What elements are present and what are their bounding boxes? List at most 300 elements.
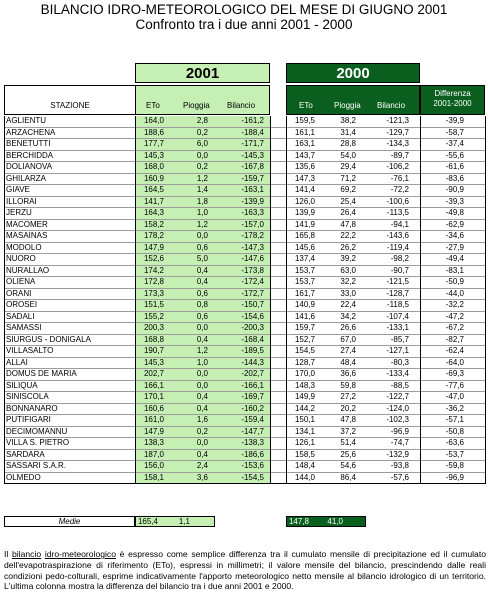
station-name-cell: PUTIFIGARI (6, 415, 51, 424)
table-row (4, 323, 485, 335)
station-name-cell: ORANI (6, 288, 32, 298)
group-2001-column-headers (135, 85, 270, 115)
bilancio-2000-cell: -132,9 (386, 449, 409, 459)
eto-2001-cell: 138,3 (143, 438, 164, 447)
eto-2000-cell: 145,6 (294, 242, 315, 252)
station-name-cell: DECIMOMANNU (6, 426, 68, 436)
medie-eto-2001: 165,4 (137, 517, 158, 526)
differenza-cell: -49,4 (445, 254, 464, 263)
bilancio-2001-cell: -166,1 (241, 380, 264, 390)
station-name-cell: ALLAI (6, 357, 28, 367)
bilancio-2001-cell: -178,2 (241, 231, 264, 240)
group-2000-column-headers (286, 85, 420, 115)
differenza-cell: -61,6 (445, 162, 464, 171)
bilancio-2000-cell: -57,6 (390, 472, 409, 482)
pioggia-2001-cell: 0,0 (196, 380, 208, 390)
differenza-cell: -90,9 (445, 185, 464, 194)
bilancio-2000-cell: -93,8 (390, 461, 409, 470)
pioggia-2001-cell: 2,4 (196, 461, 208, 470)
pioggia-2000-cell: 39,2 (340, 254, 356, 263)
eto-2001-cell: 187,0 (143, 449, 164, 459)
bilancio-2001-cell: -157,0 (241, 219, 264, 229)
eto-2000-cell: 144,2 (294, 403, 315, 413)
pioggia-2000-cell: 36,6 (340, 369, 356, 378)
differenza-cell: -53,7 (445, 449, 464, 459)
eto-2001-cell: 173,3 (143, 288, 164, 298)
differenza-cell: -49,8 (445, 208, 464, 217)
bilancio-2001-cell: -167,8 (241, 162, 264, 171)
table-row (4, 427, 485, 439)
bilancio-2000-cell: -113,5 (386, 208, 409, 217)
medie-pioggia-2001: 1,1 (178, 517, 190, 526)
station-name-cell: MODOLO (6, 242, 42, 252)
note-text-start: Il (4, 549, 12, 559)
eto-2000-header: ETo (299, 101, 313, 110)
pioggia-2000-cell: 31,4 (340, 127, 356, 137)
eto-2000-cell: 144,0 (294, 472, 315, 482)
bilancio-2000-cell: -121,5 (386, 277, 409, 286)
bilancio-2000-cell: -94,1 (390, 219, 409, 229)
differenza-header-line1: Differenza (434, 89, 471, 98)
eto-2001-cell: 155,2 (143, 311, 164, 321)
note-text-rest: è espresso come semplice differenza tra il cumulato mensile di precipitazione ed il cumulato dell'evapotraspirazione di riferimento (ETo), espressi in millimetri; il valore mensile del bilancio, prescindendo dalle reali condizioni pedo-colturali, esprime indicativamente l'apporto meteorologico netto mensile al bilancio idrologico di un territorio. L'ultima colonna mostra la differenza del bilancio tra i due anni 2001 e 2000. (4, 549, 486, 592)
pioggia-2000-cell: 26,4 (340, 208, 356, 217)
bilancio-2000-cell: -88,5 (390, 380, 409, 390)
differenza-cell: -69,3 (445, 369, 464, 378)
bilancio-2000-cell: -76,1 (390, 173, 409, 183)
eto-2000-cell: 143,7 (294, 150, 315, 160)
pioggia-2000-cell: 51,4 (340, 438, 356, 447)
bilancio-2001-cell: -169,7 (241, 392, 264, 401)
pioggia-2001-header: Pioggia (183, 101, 210, 110)
bilancio-2001-cell: -172,7 (241, 288, 264, 298)
differenza-cell: -63,6 (445, 438, 464, 447)
pioggia-2000-cell: 37,2 (340, 426, 356, 436)
eto-2001-cell: 174,2 (143, 265, 164, 275)
table-row (4, 266, 485, 278)
pioggia-2000-cell: 67,0 (340, 334, 356, 344)
pioggia-2000-cell: 25,4 (340, 196, 356, 206)
bilancio-2000-header: Bilancio (377, 101, 406, 110)
eto-2001-header: ETo (146, 101, 160, 110)
bilancio-2000-cell: -89,7 (390, 150, 409, 160)
differenza-cell: -57,1 (445, 415, 464, 424)
bilancio-2001-cell: -160,2 (241, 403, 264, 413)
eto-2000-cell: 141,9 (294, 219, 315, 229)
differenza-cell: -37,4 (445, 139, 464, 148)
pioggia-2001-cell: 1,8 (196, 196, 208, 206)
eto-2001-cell: 164,5 (143, 185, 164, 194)
pioggia-2000-cell: 25,6 (340, 449, 356, 459)
eto-2000-cell: 161,7 (294, 288, 315, 298)
eto-2000-cell: 161,1 (294, 127, 315, 137)
bilancio-2000-cell: -129,7 (386, 127, 409, 137)
table-row (4, 162, 485, 174)
station-name-cell: DOMUS DE MARIA (6, 369, 77, 378)
eto-2001-cell: 200,3 (143, 323, 164, 332)
table-row (4, 151, 485, 163)
column-rule (135, 116, 136, 484)
differenza-cell: -32,2 (445, 300, 464, 309)
bilancio-2001-cell: -163,1 (241, 185, 264, 194)
pioggia-2001-cell: 0,4 (196, 392, 208, 401)
station-name-cell: NURALLAO (6, 265, 50, 275)
pioggia-2001-cell: 0,2 (196, 127, 208, 137)
bilancio-2000-cell: -74,7 (390, 438, 409, 447)
station-name-cell: SAMASSI (6, 323, 42, 332)
eto-2000-cell: 126,0 (294, 196, 315, 206)
station-name-cell: VILLASALTO (6, 346, 54, 355)
differenza-cell: -96,9 (445, 472, 464, 482)
station-name-cell: ARZACHENA (6, 127, 56, 137)
table-row (4, 254, 485, 266)
eto-2000-cell: 163,1 (294, 139, 315, 148)
bilancio-2000-cell: -124,0 (386, 403, 409, 413)
table-row (4, 277, 485, 289)
column-rule (4, 116, 5, 484)
station-name-cell: SARDARA (6, 449, 45, 459)
table-row (4, 128, 485, 140)
table-row (4, 358, 485, 370)
bilancio-2001-cell: -154,6 (241, 311, 264, 321)
pioggia-2000-cell: 22,2 (340, 231, 356, 240)
table-row (4, 346, 485, 358)
eto-2000-cell: 153,7 (294, 265, 315, 275)
bilancio-2001-cell: -145,3 (241, 150, 264, 160)
bilancio-2001-cell: -186,6 (241, 449, 264, 459)
table-row (4, 231, 485, 243)
pioggia-2000-cell: 69,2 (340, 185, 356, 194)
differenza-cell: -59,8 (445, 461, 464, 470)
eto-2001-cell: 145,3 (143, 150, 164, 160)
eto-2001-cell: 161,0 (143, 415, 164, 424)
bilancio-2000-cell: -127,1 (386, 346, 409, 355)
eto-2000-cell: 150,1 (294, 415, 315, 424)
differenza-cell: -47,2 (445, 311, 464, 321)
page-subtitle: Confronto tra i due anni 2001 - 2000 (135, 17, 353, 32)
station-name-cell: GHILARZA (6, 173, 47, 183)
bilancio-2001-cell: -139,9 (241, 196, 264, 206)
pioggia-2001-cell: 1,2 (196, 173, 208, 183)
medie-pioggia-2000: 41,0 (327, 517, 343, 526)
pioggia-2001-cell: 0,2 (196, 426, 208, 436)
bilancio-2000-cell: -133,1 (386, 323, 409, 332)
differenza-cell: -64,0 (445, 357, 464, 367)
differenza-cell: -27,9 (445, 242, 464, 252)
eto-2000-cell: 154,5 (294, 346, 315, 355)
pioggia-2000-cell: 34,2 (340, 311, 356, 321)
bilancio-2001-cell: -159,7 (241, 173, 264, 183)
explanatory-note (4, 549, 486, 592)
differenza-cell: -83,6 (445, 173, 464, 183)
bilancio-2001-cell: -147,6 (241, 254, 264, 263)
bilancio-2001-cell: -172,4 (241, 277, 264, 286)
pioggia-2000-cell: 29,4 (340, 162, 356, 171)
pioggia-2001-cell: 0,8 (196, 300, 208, 309)
bilancio-2001-cell: -159,4 (241, 415, 264, 424)
bilancio-2001-cell: -147,3 (241, 242, 264, 252)
medie-label: Medie (4, 516, 135, 527)
eto-2001-cell: 178,2 (143, 231, 164, 240)
bilancio-2000-cell: -133,4 (386, 369, 409, 378)
pioggia-2001-cell: 0,6 (196, 288, 208, 298)
pioggia-2001-cell: 0,0 (196, 231, 208, 240)
station-name-cell: ILLORAI (6, 196, 37, 206)
pioggia-2001-cell: 0,4 (196, 277, 208, 286)
medie-eto-2000: 147,8 (288, 517, 309, 526)
pioggia-2000-cell: 28,8 (340, 139, 356, 148)
table-row (4, 461, 485, 473)
bilancio-2001-cell: -202,7 (241, 369, 264, 378)
page-title: BILANCIO IDRO-METEOROLOGICO DEL MESE DI GIUGNO 2001 (40, 2, 448, 17)
pioggia-2000-cell: 26,2 (340, 242, 356, 252)
bilancio-2001-cell: -138,3 (241, 438, 264, 447)
table-row (4, 473, 485, 485)
eto-2001-cell: 147,9 (143, 242, 164, 252)
bilancio-2001-header: Bilancio (227, 101, 256, 110)
bilancio-2000-cell: -121,3 (386, 116, 409, 125)
bilancio-2001-cell: -144,3 (241, 357, 264, 367)
table-row (4, 300, 485, 312)
table-row (4, 335, 485, 347)
bilancio-2000-cell: -96,9 (390, 426, 409, 436)
station-name-cell: SADALI (6, 311, 35, 321)
pioggia-2000-cell: 86,4 (340, 472, 356, 482)
eto-2000-cell: 134,1 (294, 426, 315, 436)
eto-2000-cell: 141,4 (294, 185, 315, 194)
pioggia-2000-cell: 48,4 (340, 357, 356, 367)
eto-2001-cell: 172,8 (143, 277, 164, 286)
eto-2001-cell: 177,7 (143, 139, 164, 148)
eto-2000-cell: 165,8 (294, 231, 315, 240)
eto-2001-cell: 164,0 (143, 116, 164, 125)
eto-2001-cell: 158,2 (143, 219, 164, 229)
bilancio-2001-cell: -163,3 (241, 208, 264, 217)
eto-2001-cell: 147,9 (143, 426, 164, 436)
pioggia-2001-cell: 2,8 (196, 116, 208, 125)
pioggia-2001-cell: 1,0 (196, 357, 208, 367)
eto-2000-cell: 147,3 (294, 173, 315, 183)
differenza-cell: -39,3 (445, 196, 464, 206)
pioggia-2001-cell: 0,4 (196, 449, 208, 459)
eto-2000-cell: 149,9 (294, 392, 315, 401)
stazione-header (4, 85, 135, 115)
station-name-cell: SIURGUS - DONIGALA (6, 334, 91, 344)
eto-2001-cell: 202,7 (143, 369, 164, 378)
station-name-cell: BERCHIDDA (6, 150, 54, 160)
station-name-cell: SASSARI S.A.R. (6, 461, 67, 470)
bilancio-2001-cell: -188,4 (241, 127, 264, 137)
table-row (4, 289, 485, 301)
station-name-cell: NUORO (6, 254, 36, 263)
eto-2000-cell: 128,7 (294, 357, 315, 367)
differenza-cell: -55,6 (445, 150, 464, 160)
note-link-bilancio[interactable]: bilancio (11, 549, 42, 559)
eto-2000-cell: 126,1 (294, 438, 315, 447)
pioggia-2001-cell: 0,6 (196, 311, 208, 321)
station-name-cell: JERZU (6, 208, 32, 217)
pioggia-2001-cell: 1,4 (196, 185, 208, 194)
eto-2001-cell: 168,0 (143, 162, 164, 171)
bilancio-2001-cell: -154,5 (241, 472, 264, 482)
eto-2001-cell: 158,1 (143, 472, 164, 482)
pioggia-2001-cell: 0,0 (196, 369, 208, 378)
pioggia-2000-cell: 32,2 (340, 277, 356, 286)
station-name-cell: MACOMER (6, 219, 48, 229)
eto-2000-cell: 170,0 (294, 369, 315, 378)
pioggia-2000-cell: 63,0 (340, 265, 356, 275)
bilancio-2000-cell: -85,7 (390, 334, 409, 344)
bilancio-2001-cell: -189,5 (241, 346, 264, 355)
bilancio-2000-cell: -102,3 (386, 415, 409, 424)
bilancio-2001-cell: -150,7 (241, 300, 264, 309)
station-name-cell: MASAINAS (6, 231, 48, 240)
table-row (4, 197, 485, 209)
pioggia-2000-cell: 33,0 (340, 288, 356, 298)
station-name-cell: DOLIANOVA (6, 162, 53, 171)
bilancio-2001-cell: -200,3 (241, 323, 264, 332)
column-rule (420, 116, 421, 484)
table-row (4, 415, 485, 427)
station-name-cell: OLIENA (6, 277, 36, 286)
pioggia-2000-cell: 27,2 (340, 392, 356, 401)
pioggia-2000-cell: 20,2 (340, 403, 356, 413)
eto-2001-cell: 156,0 (143, 461, 164, 470)
year-2000-header: 2000 (286, 63, 420, 83)
pioggia-2001-cell: 6,0 (196, 139, 208, 148)
eto-2000-cell: 148,4 (294, 461, 315, 470)
pioggia-2000-cell: 54,0 (340, 150, 356, 160)
differenza-cell: -62,4 (445, 346, 464, 355)
column-rule (286, 116, 287, 484)
differenza-cell: -34,6 (445, 231, 464, 240)
table-row (4, 116, 485, 128)
pioggia-2001-cell: 0,2 (196, 162, 208, 171)
table-row (4, 450, 485, 462)
table-row (4, 404, 485, 416)
bilancio-2001-cell: -161,2 (241, 116, 264, 125)
eto-2000-cell: 139,9 (294, 208, 315, 217)
bilancio-2000-cell: -119,4 (386, 242, 409, 252)
differenza-cell: -50,8 (445, 426, 464, 436)
differenza-header (420, 85, 485, 115)
station-name-cell: OLMEDO (6, 472, 41, 482)
station-name-cell: GIAVE (6, 185, 30, 194)
station-name-cell: BONNANARO (6, 403, 58, 413)
station-name-cell: SINISCOLA (6, 392, 49, 401)
bilancio-2001-cell: -153,6 (241, 461, 264, 470)
eto-2000-cell: 140,9 (294, 300, 315, 309)
pioggia-2000-cell: 38,2 (340, 116, 356, 125)
pioggia-2000-cell: 26,6 (340, 323, 356, 332)
eto-2001-cell: 188,6 (143, 127, 164, 137)
pioggia-2001-cell: 1,2 (196, 346, 208, 355)
bilancio-2000-cell: -128,7 (386, 288, 409, 298)
pioggia-2000-cell: 22,4 (340, 300, 356, 309)
pioggia-2000-cell: 47,8 (340, 415, 356, 424)
note-link-idro-meteorologico[interactable]: idro-meteorologico (44, 549, 116, 559)
table-row (4, 185, 485, 197)
table-row (4, 174, 485, 186)
table-row (4, 139, 485, 151)
pioggia-2001-cell: 0,4 (196, 265, 208, 275)
differenza-cell: -77,6 (445, 380, 464, 390)
pioggia-2001-cell: 0,0 (196, 323, 208, 332)
table-row (4, 243, 485, 255)
year-2001-header: 2001 (135, 63, 270, 83)
pioggia-2001-cell: 3,6 (196, 472, 208, 482)
table-row (4, 369, 485, 381)
pioggia-2001-cell: 1,0 (196, 208, 208, 217)
pioggia-2000-cell: 27,4 (340, 346, 356, 355)
stazione-header-label: STAZIONE (50, 101, 90, 110)
eto-2001-cell: 160,6 (143, 403, 164, 413)
pioggia-2000-cell: 71,2 (340, 173, 356, 183)
table-row (4, 208, 485, 220)
eto-2001-cell: 151,5 (143, 300, 164, 309)
station-name-cell: SILIQUA (6, 380, 38, 390)
bilancio-2000-cell: -98,2 (390, 254, 409, 263)
eto-2001-cell: 164,3 (143, 208, 164, 217)
table-row (4, 381, 485, 393)
pioggia-2001-cell: 0,4 (196, 403, 208, 413)
bilancio-2000-cell: -100,6 (386, 196, 409, 206)
medie-2001 (135, 516, 215, 527)
eto-2000-cell: 158,5 (294, 449, 315, 459)
pioggia-2000-header: Pioggia (334, 101, 361, 110)
station-name-cell: OROSEI (6, 300, 38, 309)
table-row (4, 438, 485, 450)
eto-2000-cell: 153,7 (294, 277, 315, 286)
pioggia-2001-cell: 5,0 (196, 254, 208, 263)
bilancio-2000-cell: -90,7 (390, 265, 409, 275)
pioggia-2001-cell: 1,2 (196, 219, 208, 229)
differenza-cell: -58,7 (445, 127, 464, 137)
pioggia-2001-cell: 0,6 (196, 242, 208, 252)
bilancio-2000-cell: -118,5 (386, 300, 409, 309)
bilancio-2000-cell: -134,3 (386, 139, 409, 148)
eto-2000-cell: 137,4 (294, 254, 315, 263)
column-rule (270, 116, 271, 484)
bilancio-2000-cell: -80,3 (390, 357, 409, 367)
eto-2001-cell: 170,1 (143, 392, 164, 401)
bilancio-2001-cell: -168,4 (241, 334, 264, 344)
bilancio-2001-cell: -147,7 (241, 426, 264, 436)
eto-2000-cell: 159,5 (294, 116, 315, 125)
station-name-cell: AGLIENTU (6, 116, 47, 125)
eto-2000-cell: 152,7 (294, 334, 315, 344)
pioggia-2000-cell: 59,8 (340, 380, 356, 390)
pioggia-2000-cell: 54,6 (340, 461, 356, 470)
differenza-cell: -47,0 (445, 392, 464, 401)
bilancio-2001-cell: -173,8 (241, 265, 264, 275)
eto-2001-cell: 145,3 (143, 357, 164, 367)
differenza-cell: -50,9 (445, 277, 464, 286)
differenza-cell: -62,9 (445, 219, 464, 229)
differenza-cell: -83,1 (445, 265, 464, 275)
station-name-cell: VILLA S. PIETRO (6, 438, 70, 447)
differenza-cell: -36,2 (445, 403, 464, 413)
bilancio-2000-cell: -106,2 (386, 162, 409, 171)
eto-2000-cell: 135,6 (294, 162, 315, 171)
eto-2001-cell: 168,8 (143, 334, 164, 344)
bilancio-2001-cell: -171,7 (241, 139, 264, 148)
eto-2000-cell: 159,7 (294, 323, 315, 332)
pioggia-2001-cell: 0,4 (196, 334, 208, 344)
bilancio-2000-cell: -72,2 (390, 185, 409, 194)
bilancio-2000-cell: -107,4 (386, 311, 409, 321)
bilancio-2000-cell: -122,7 (386, 392, 409, 401)
